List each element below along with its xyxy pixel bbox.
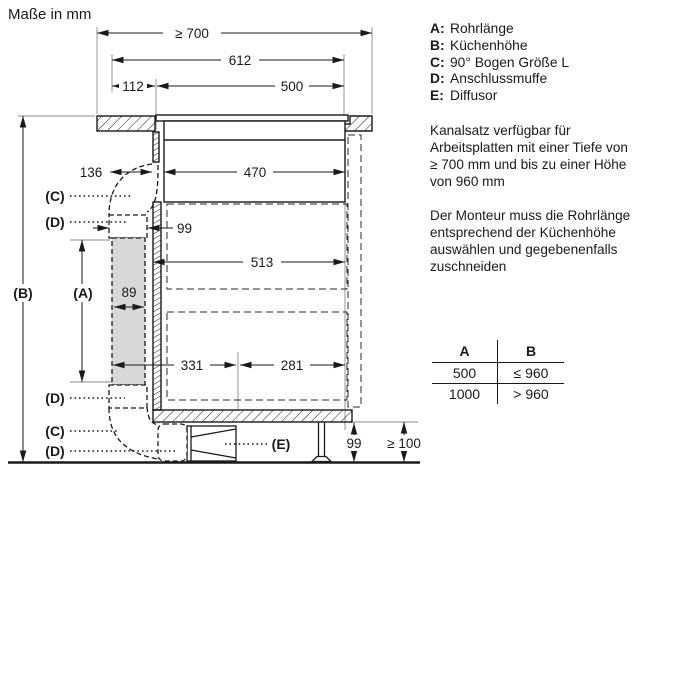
hob-glass-top [156,115,348,121]
worktop-left [97,116,155,131]
dim-cabinet-inner: 513 [250,255,274,270]
note-line: entsprechend der Küchenhöhe [430,225,616,240]
label-diffusor-E: (E) [271,436,291,452]
dim-pipe-width: 89 [121,285,137,300]
legend-key: E: [430,88,444,104]
diffusor-housing [187,426,236,461]
legend-label: 90° Bogen Größe L [450,54,570,70]
hob-body [164,121,345,202]
note-line: ≥ 700 mm und bis zu einer Höhe [430,157,627,172]
legend-key: C: [430,54,445,70]
connector-sleeve-bottom [109,385,147,408]
flat-duct-pipe [112,238,145,385]
legend-label: Anschlussmuffe [450,71,548,87]
dim-run-left: 331 [180,358,204,373]
table-cell: 500 [432,363,498,384]
note-line: auswählen und gegebenenfalls [430,242,618,257]
note-line: Kanalsatz verfügbar für [430,123,571,138]
bend-outlet-connector [158,424,187,461]
table-header-a: A [432,340,498,363]
leg-foot [312,457,331,462]
dim-hob-body: 470 [243,165,267,180]
dim-hob-total: 612 [228,53,252,68]
label-sleeve-bottom-D: (D) [45,390,65,406]
dim-sleeve-width: 99 [177,221,193,236]
dim-floor-clearance: ≥ 100 [387,436,421,451]
connector-sleeve-top [109,215,147,238]
extension-lines [18,27,418,430]
text-backgrounds [9,25,426,451]
table-cell: 1000 [432,384,498,405]
legend-label: Diffusor [450,88,498,104]
legend-key: B: [430,37,445,53]
table-cell: ≤ 960 [498,363,565,384]
cabinet-leg [312,422,331,462]
vent-inlet-channel [153,132,159,162]
dim-front-offset: 112 [122,79,144,94]
note-line: von 960 mm [430,174,505,189]
note-line: Arbeitsplatten mit einer Tiefe von [430,140,628,155]
dim-rear-offset: 136 [79,165,103,180]
dim-run-right: 281 [280,358,304,373]
label-bend-bottom-C: (C) [45,423,65,439]
legend-key: D: [430,71,445,87]
label-kitchen-height-B: (B) [13,285,33,301]
legend-key: A: [430,21,445,36]
legend-label: Küchenhöhe [450,37,528,53]
table-header-b: B [498,340,565,363]
diffusor [187,426,236,461]
clearance-zone-upper [167,204,347,289]
clearance-zone-lower [167,312,347,400]
note-line: zuschneiden [430,259,507,274]
label-pipe-length-A: (A) [73,285,93,301]
dim-plinth-height: 99 [346,436,362,451]
cabinet-base-panel [153,410,352,422]
label-bend-top-C: (C) [45,188,65,204]
rear-panel-zone [348,135,361,407]
table-cell: > 960 [513,386,549,402]
note-line: Der Monteur muss die Rohrlänge [430,208,631,223]
cabinet-side-panel [153,202,161,410]
dim-cutout: 500 [280,79,304,94]
legend-label: Rohrlänge [450,21,514,36]
label-outlet-D: (D) [45,443,65,459]
dim-worktop-depth: ≥ 700 [175,26,209,41]
label-sleeve-top-D: (D) [45,214,65,230]
units-note: Maße in mm [8,6,92,23]
